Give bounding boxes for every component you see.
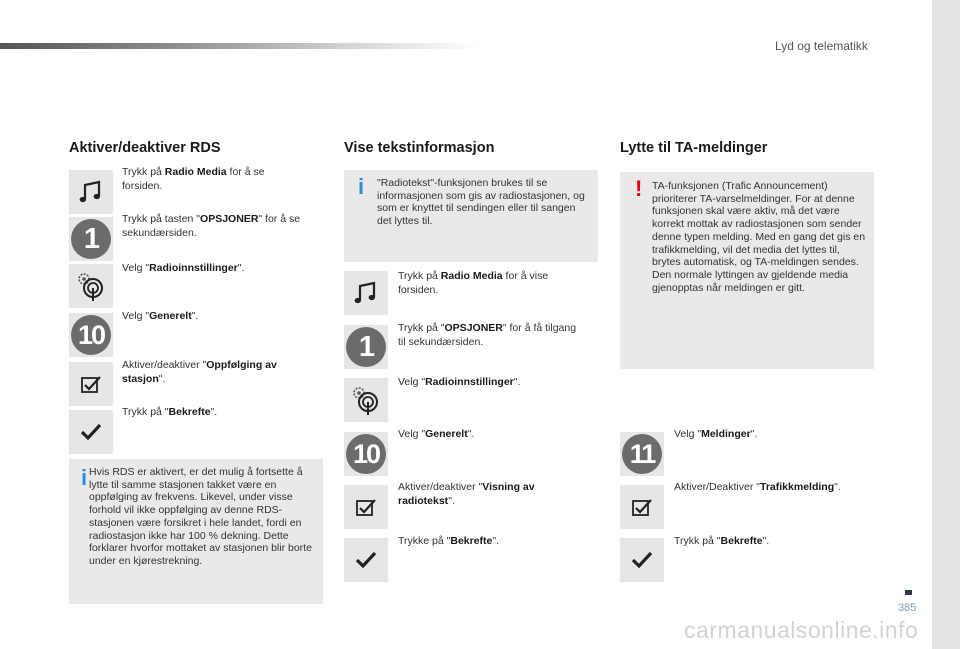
page-number: 385 xyxy=(898,602,917,614)
col2-step3-text: Velg "Radioinnstillinger". xyxy=(398,376,521,388)
col2-step2-text: Trykk på "OPSJONER" for å få tilgang til sekundærsiden. xyxy=(398,322,577,348)
page-marker xyxy=(905,590,912,595)
step-number-10: 10 xyxy=(69,313,113,357)
music-note-icon xyxy=(69,170,113,214)
page-edge-strip xyxy=(932,0,960,649)
col1-step5-text: Aktiver/deaktiver "Oppfølging av stasjon". xyxy=(122,359,277,385)
col1-step6-text: Trykk på "Bekrefte". xyxy=(122,406,218,418)
col3-step3-text: Trykk på "Bekrefte". xyxy=(674,535,770,547)
col2-step4-text: Velg "Generelt". xyxy=(398,428,475,440)
col2-step5-text: Aktiver/deaktiver "Visning av radiotekst". xyxy=(398,481,535,507)
col3-step2-text: Aktiver/Deaktiver "Trafikkmelding". xyxy=(674,481,841,493)
col1-info-text: Hvis RDS er aktivert, er det mulig å fortsette å lytte til samme stasjonen takket være en oppfølging av frekvens. Likevel, under visse forhold vil ikke oppfølging av denne RDS-stasjonen være forsikret i hele landet, fordi en radiostasjon ikke har 100 % dekning. Dette forklarer hvorfor mottaket av stasjonen blir borte under en kjørestrekning. xyxy=(89,466,312,567)
checkmark-icon xyxy=(620,538,664,582)
col3-step1-text: Velg "Meldinger". xyxy=(674,428,758,440)
warning-icon: ! xyxy=(635,176,643,201)
col2-step1-text: Trykk på Radio Media for å vise forsiden. xyxy=(398,270,549,296)
checkmark-icon xyxy=(344,538,388,582)
step-number-10: 10 xyxy=(344,432,388,476)
col3-warning-box xyxy=(620,172,874,369)
step-number-1: 1 xyxy=(344,325,388,369)
col2-info-box xyxy=(344,170,598,262)
radio-antenna-gear-icon xyxy=(69,264,113,308)
header-gradient-bar xyxy=(0,43,480,49)
info-icon: i xyxy=(81,465,88,490)
col1-step3-text: Velg "Radioinnstillinger". xyxy=(122,262,245,274)
watermark: carmanualsonline.info xyxy=(684,617,919,643)
info-icon: i xyxy=(358,174,365,199)
col2-info-text: "Radiotekst"-funksjonen brukes til se informasjonen som gis av radiostasjonen, og som er knyttet til sendingen eller til sangen det lyttes til. xyxy=(377,177,585,228)
col2-step6-text: Trykke på "Bekrefte". xyxy=(398,535,500,547)
col3-title: Lytte til TA-meldinger xyxy=(620,140,768,156)
col3-warning-text: TA-funksjonen (Trafic Announcement) prioriterer TA-varselmeldinger. For at denne funksjonen skal være aktiv, må det være korrekt mottak av radiostasjonen som sender denne typen melding. Med en gang det gis en trafikkmelding, vil det media det lyttes til, brytes automatisk, og TA-meldingen sendes. Den normale lyttingen av gjeldende media gjenopptas når meldingen er gitt. xyxy=(652,180,866,294)
checkbox-icon xyxy=(620,485,664,529)
step-number-11: 11 xyxy=(620,432,664,476)
section-title: Lyd og telematikk xyxy=(775,39,868,53)
checkbox-icon xyxy=(344,485,388,529)
col1-info-box xyxy=(69,459,323,604)
col2-title: Vise tekstinformasjon xyxy=(344,140,495,156)
col1-step2-text: Trykk på tasten "OPSJONER" for å se sekundærsiden. xyxy=(122,213,301,239)
step-number-1: 1 xyxy=(69,217,113,261)
col1-step1-text: Trykk på Radio Media for å se forsiden. xyxy=(122,166,265,192)
checkbox-icon xyxy=(69,362,113,406)
checkmark-icon xyxy=(69,410,113,454)
radio-antenna-gear-icon xyxy=(344,378,388,422)
music-note-icon xyxy=(344,271,388,315)
col1-title: Aktiver/deaktiver RDS xyxy=(69,140,221,156)
col1-step4-text: Velg "Generelt". xyxy=(122,310,199,322)
